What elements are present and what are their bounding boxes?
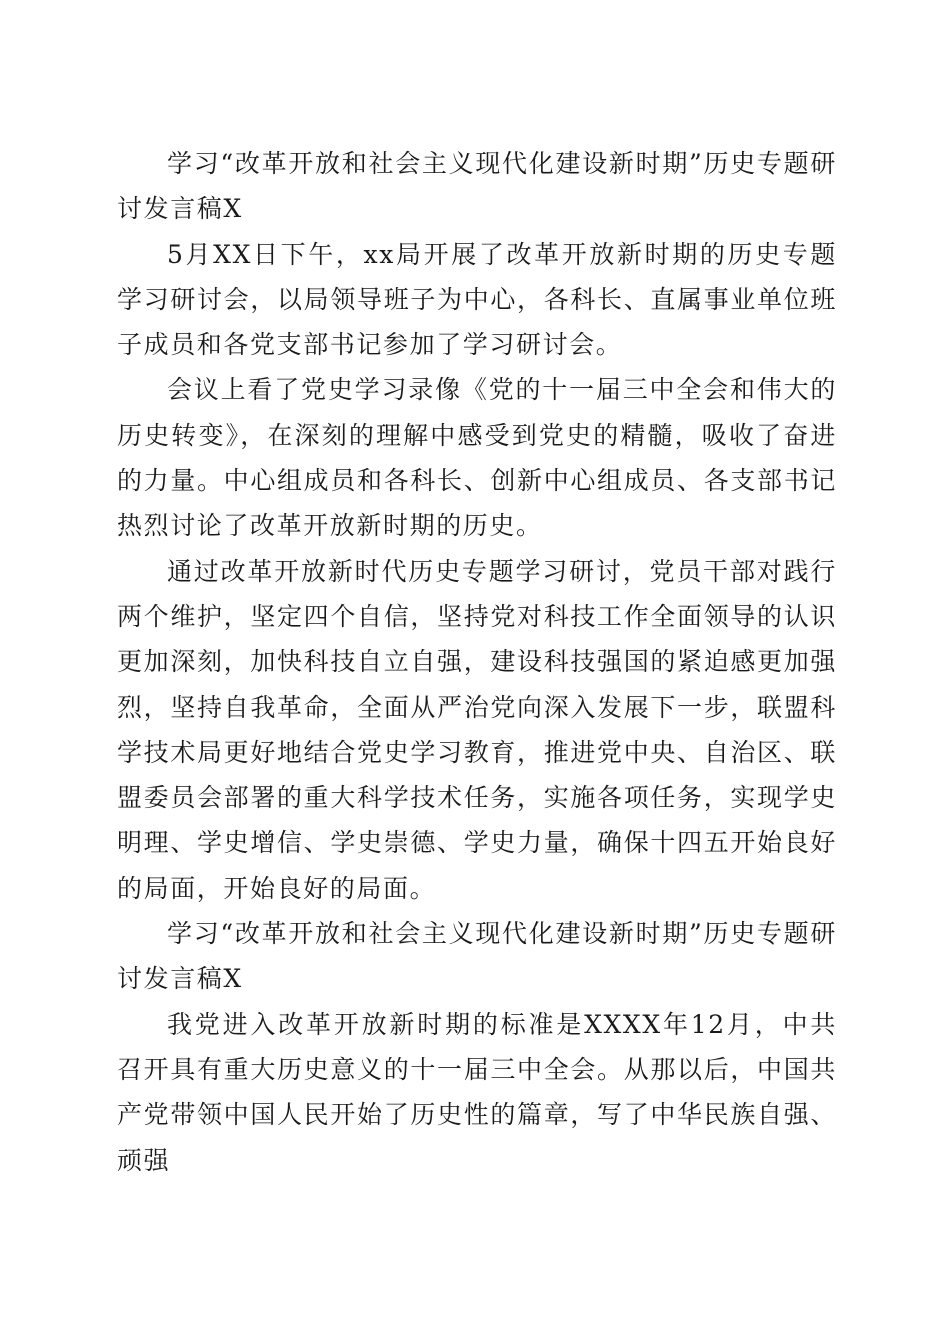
body-paragraph: 会议上看了党史学习录像《党的十一届三中全会和伟大的历史转变》，在深刻的理解中感受到党史的精髓，吸收了奋进的力量。中心组成员和各科长、创新中心组成员、各支部书记热烈讨论了改革开放新时期的历史。 (117, 375, 837, 541)
body-paragraph: 通过改革开放新时代历史专题学习研讨，党员干部对践行两个维护，坚定四个自信，坚持党对科技工作全面领导的认识更加深刻，加快科技自立自强，建设科技强国的紧迫感更加强烈，坚持自我革命，全面从严治党向深入发展下一步，联盟科学技术局更好地结合党史学习教育，推进党中央、自治区、联盟委员会部署的重大科学技术任务，实施各项任务，实现学史明理、学史增信、学史崇德、学史力量，确保十四五开始良好的局面，开始良好的局面。 (117, 556, 837, 903)
body-paragraph: 我党进入改革开放新时期的标准是XXXX年12月，中共召开具有重大历史意义的十一届三中全会。从那以后，中国共产党带领中国人民开始了历史性的篇章，写了中华民族自强、顽强 (117, 1009, 837, 1175)
document-body (117, 141, 837, 1183)
body-paragraph: 5月XX日下午，xx局开展了改革开放新时期的历史专题学习研讨会，以局领导班子为中心，各科长、直属事业单位班子成员和各党支部书记参加了学习研讨会。 (117, 239, 837, 360)
title-paragraph: 学习“改革开放和社会主义现代化建设新时期”历史专题研讨发言稿X (117, 919, 837, 994)
title-paragraph: 学习“改革开放和社会主义现代化建设新时期”历史专题研讨发言稿X (117, 149, 837, 224)
